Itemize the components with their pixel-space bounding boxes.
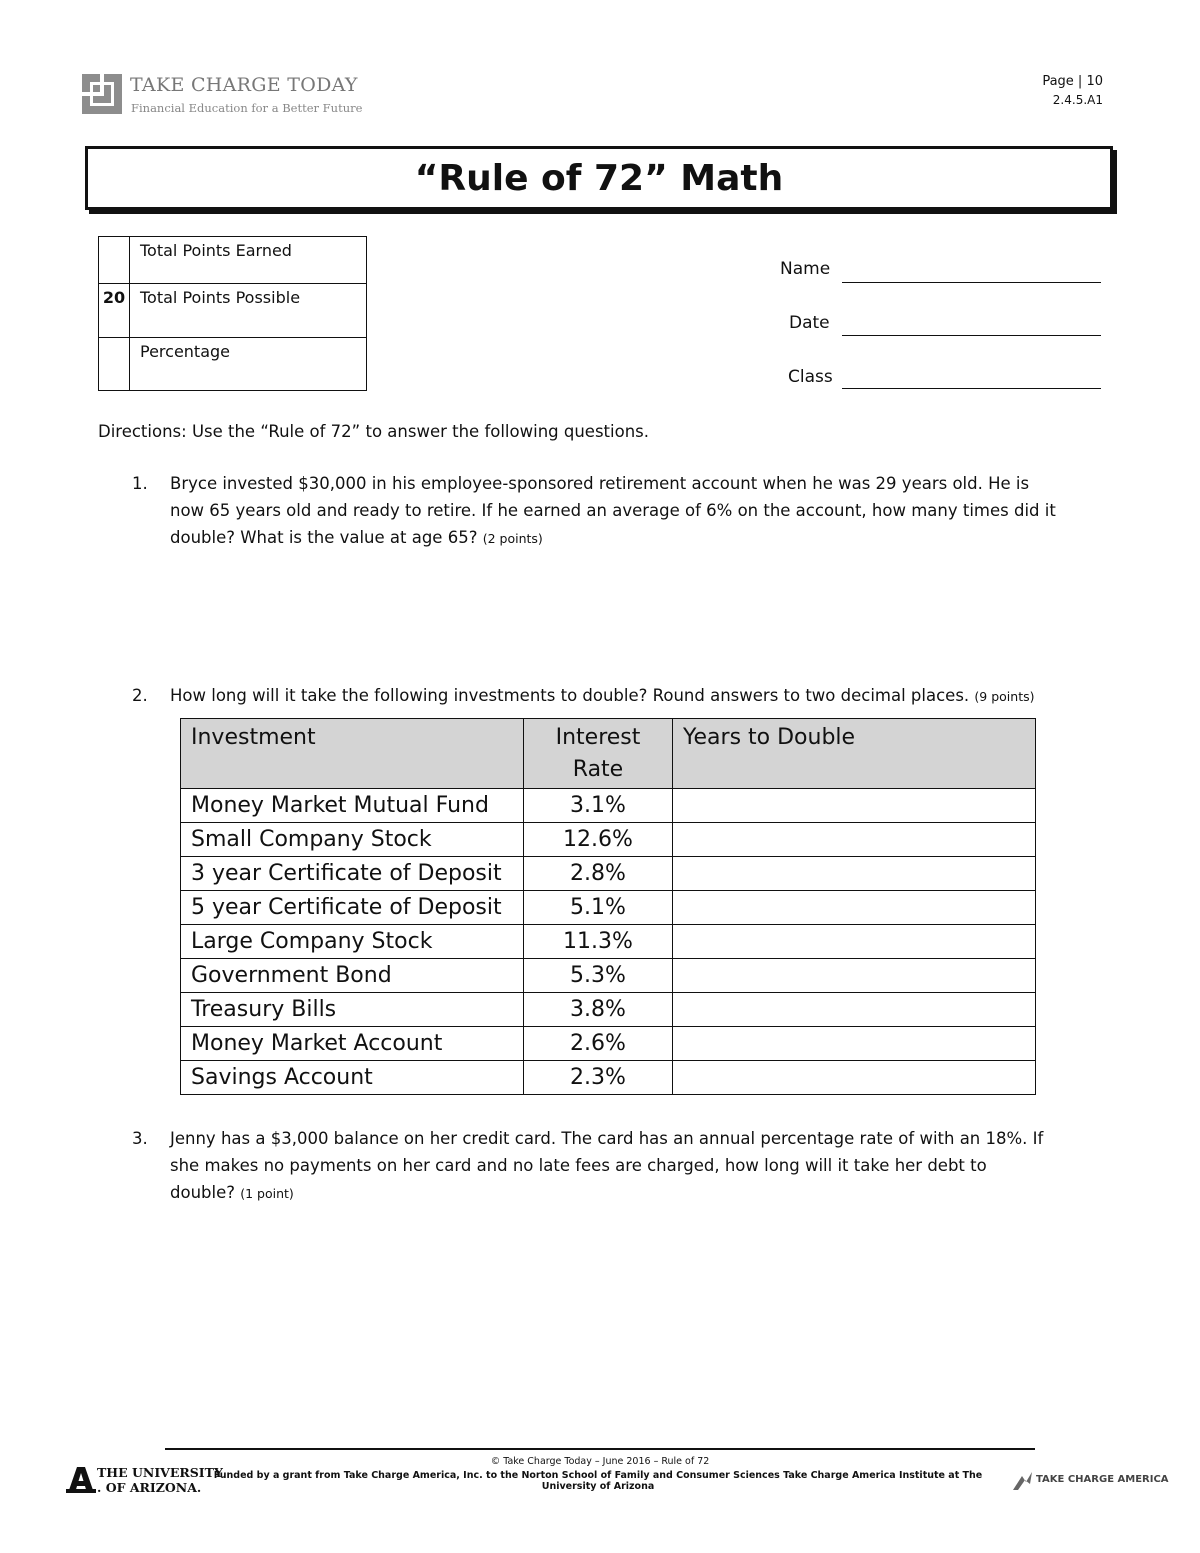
interest-rate: 3.1% [524,789,673,823]
class-field[interactable] [842,388,1101,389]
page-title: “Rule of 72” Math [414,157,784,199]
investment-name: Large Company Stock [181,925,524,959]
footer-copyright: © Take Charge Today – June 2016 – Rule of 72 [490,1456,710,1467]
university-of-arizona-logo: THE UNIVERSITY . OF ARIZONA. [97,1465,223,1495]
years-to-double-input[interactable] [673,857,1036,891]
years-to-double-input[interactable] [673,789,1036,823]
question-2-points: (9 points) [974,689,1035,704]
table-row [181,823,1036,857]
header-interest-rate: Interest Rate [524,719,673,789]
points-row-earned [99,237,367,284]
take-charge-america-logo: TAKE CHARGE AMERICA [1036,1474,1169,1485]
class-label: Class [788,367,833,387]
question-3-number: 3. [132,1129,148,1148]
header-years-to-double: Years to Double [673,719,1036,789]
question-1-points: (2 points) [482,531,543,546]
interest-rate: 2.3% [524,1061,673,1095]
years-to-double-input[interactable] [673,925,1036,959]
table-row [181,857,1036,891]
years-to-double-input[interactable] [673,993,1036,1027]
percentage-value[interactable] [99,338,130,391]
footer-divider [165,1448,1035,1450]
table-row [181,1027,1036,1061]
interest-rate: 2.8% [524,857,673,891]
points-row-percentage [99,338,367,391]
points-table [98,236,367,391]
points-earned-value[interactable] [99,237,130,284]
directions: Directions: Use the “Rule of 72” to answer the following questions. [98,422,649,441]
table-row [181,993,1036,1027]
header-investment: Investment [181,719,524,789]
interest-rate: 3.8% [524,993,673,1027]
points-earned-label: Total Points Earned [130,237,367,284]
investment-name: Savings Account [181,1061,524,1095]
years-to-double-input[interactable] [673,1027,1036,1061]
interest-rate: 2.6% [524,1027,673,1061]
take-charge-today-logo-icon [82,74,122,114]
interest-rate: 12.6% [524,823,673,857]
date-label: Date [789,313,830,333]
table-row [181,959,1036,993]
interest-rate: 5.1% [524,891,673,925]
table-row [181,1061,1036,1095]
question-3-line: Jenny has a $3,000 balance on her credit card. The card has an annual percentage rate of with an 18%. If [170,1129,1044,1148]
investment-name: 3 year Certificate of Deposit [181,857,524,891]
document-code: 2.4.5.A1 [1052,93,1103,107]
university-of-arizona-a-icon [66,1465,96,1495]
question-1-line: Bryce invested $30,000 in his employee-sponsored retirement account when he was 29 years old. He is [170,474,1030,493]
name-label: Name [780,259,831,279]
years-to-double-input[interactable] [673,1061,1036,1095]
points-possible-value: 20 [99,284,130,338]
question-3-line: she makes no payments on her card and no late fees are charged, how long will it take her debt to [170,1156,987,1175]
table-row [181,891,1036,925]
points-row-possible [99,284,367,338]
table-row [181,925,1036,959]
question-1-line: double? What is the value at age 65? (2 points) [170,528,543,547]
question-3-text [170,1125,1130,1207]
table-row [181,789,1036,823]
investment-name: Small Company Stock [181,823,524,857]
question-1-line: now 65 years old and ready to retire. If he earned an average of 6% on the account, how many times did it [170,501,1056,520]
investment-name: Treasury Bills [181,993,524,1027]
title-box [85,146,1113,210]
interest-rate: 5.3% [524,959,673,993]
question-1-number: 1. [132,474,148,493]
logo-subtitle: Financial Education for a Better Future [131,101,363,115]
investment-name: 5 year Certificate of Deposit [181,891,524,925]
take-charge-america-arrow-icon [1012,1470,1034,1492]
interest-rate: 11.3% [524,925,673,959]
points-possible-label: Total Points Possible [130,284,367,338]
investment-table [180,718,1036,1095]
name-field[interactable] [842,282,1101,283]
question-3-points: (1 point) [240,1186,294,1201]
date-field[interactable] [842,335,1101,336]
logo-title: TAKE CHARGE TODAY [130,74,358,96]
years-to-double-input[interactable] [673,959,1036,993]
investment-name: Money Market Mutual Fund [181,789,524,823]
investment-name: Money Market Account [181,1027,524,1061]
question-2-text: How long will it take the following investments to double? Round answers to two decimal places. (9 points) [170,686,1035,705]
years-to-double-input[interactable] [673,823,1036,857]
years-to-double-input[interactable] [673,891,1036,925]
percentage-label: Percentage [130,338,367,391]
question-2-number: 2. [132,686,148,705]
question-1-text [170,470,1120,552]
page-number: Page | 10 [1042,74,1103,89]
investment-table-header [181,719,1036,789]
investment-name: Government Bond [181,959,524,993]
question-3-line: double? (1 point) [170,1183,294,1202]
footer-funding: Funded by a grant from Take Charge America, Inc. to the Norton School of Family and Consumer Sciences Take Charge America Institute at The University of Arizona [213,1470,983,1492]
